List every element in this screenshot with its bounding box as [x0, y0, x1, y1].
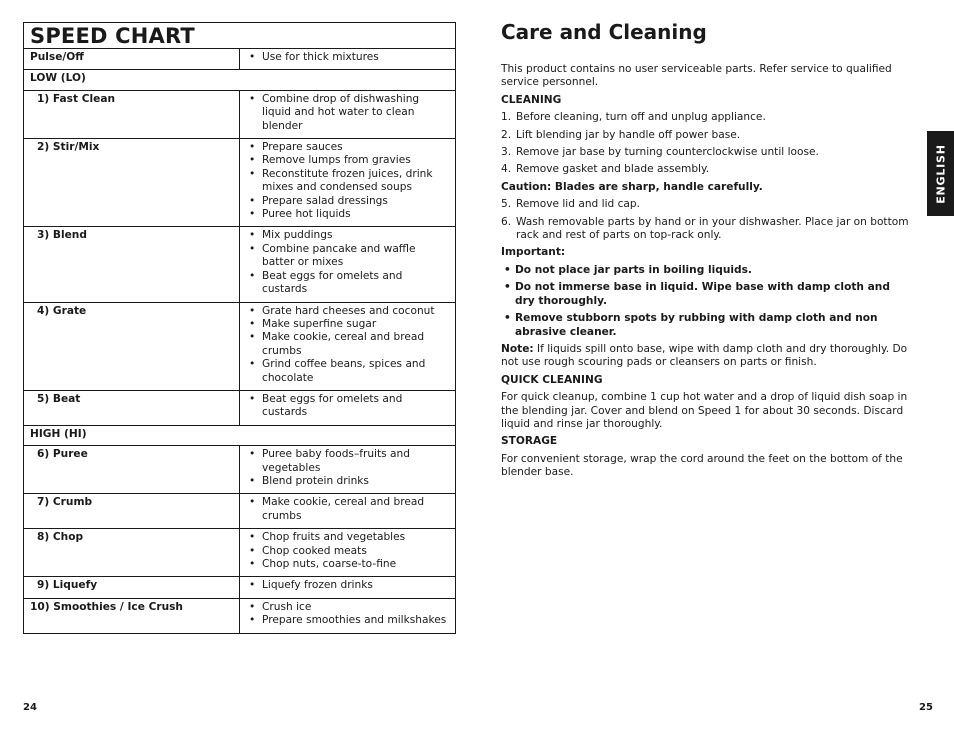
speed-uses-cell	[240, 494, 456, 529]
storage-heading: STORAGE	[501, 435, 558, 448]
speed-label: 2) Stir/Mix	[24, 139, 240, 227]
care-and-cleaning-section	[501, 20, 911, 484]
step-text: Before cleaning, turn off and unplug appliance.	[516, 111, 766, 124]
step-number: 3.	[501, 146, 512, 159]
use-bullet-item	[248, 545, 449, 558]
use-text: Grind coffee beans, spices and chocolate	[262, 358, 426, 384]
cleaning-steps-list-continued	[501, 198, 911, 242]
bullet-icon: •	[249, 614, 256, 627]
step-text: Remove jar base by turning counterclockwise until loose.	[516, 146, 819, 159]
use-text: Liquefy frozen drinks	[262, 579, 373, 592]
speed-label: 4) Grate	[24, 302, 240, 390]
speed-row	[24, 90, 456, 138]
note-label: Note:	[501, 342, 534, 355]
bullet-icon: •	[249, 579, 256, 592]
use-bullet-item	[248, 318, 449, 331]
bullet-icon: •	[249, 544, 256, 557]
use-text: Combine pancake and waffle batter or mixes	[262, 242, 416, 269]
speed-row	[24, 577, 456, 598]
use-bullet-item	[248, 154, 449, 167]
important-text: Do not place jar parts in boiling liquids.	[515, 263, 752, 276]
bullet-icon: •	[504, 312, 511, 325]
use-bullet-item	[248, 305, 449, 318]
step-text: Wash removable parts by hand or in your dishwasher. Place jar on bottom rack and rest of parts on top-rack only.	[516, 215, 909, 242]
bullet-icon: •	[249, 141, 256, 154]
speed-label: 5) Beat	[24, 390, 240, 425]
speed-uses-cell	[240, 139, 456, 227]
note-text: If liquids spill onto base, wipe with damp cloth and dry thoroughly. Do not use rough scouring pads or cleansers on parts or finish.	[501, 342, 908, 369]
care-intro: This product contains no user serviceable parts. Refer service to qualified service personnel.	[501, 63, 892, 89]
step-text: Remove gasket and blade assembly.	[516, 163, 710, 176]
bullet-icon: •	[249, 154, 256, 167]
use-bullet-item	[248, 358, 449, 385]
use-text: Puree hot liquids	[262, 208, 351, 221]
bullet-icon: •	[249, 229, 256, 242]
important-list	[501, 264, 911, 339]
speed-uses-cell	[240, 390, 456, 425]
use-bullet-item	[248, 496, 449, 523]
bullet-icon: •	[249, 392, 256, 405]
cleaning-step	[501, 216, 911, 243]
speed-label: 8) Chop	[24, 529, 240, 577]
use-text: Beat eggs for omelets and custards	[262, 269, 403, 296]
speed-row	[24, 49, 456, 70]
use-bullet-item	[248, 195, 449, 208]
speed-row	[24, 529, 456, 577]
use-bullet-item	[248, 475, 449, 488]
important-item	[501, 264, 911, 277]
use-bullet-item	[248, 579, 449, 592]
high-section-header	[24, 425, 456, 445]
use-text: Beat eggs for omelets and custards	[262, 392, 403, 419]
use-text: Reconstitute frozen juices, drink mixes and condensed soups	[262, 167, 433, 194]
step-number: 6.	[501, 215, 512, 228]
step-number: 5.	[501, 198, 512, 211]
use-bullet-item	[248, 531, 449, 544]
bullet-icon: •	[249, 496, 256, 509]
bullet-icon: •	[504, 281, 511, 294]
use-bullet-item	[248, 331, 449, 358]
speed-uses-cell	[240, 598, 456, 633]
speed-row	[24, 598, 456, 633]
bullet-icon: •	[504, 263, 511, 276]
bullet-icon: •	[249, 474, 256, 487]
use-text: Make cookie, cereal and bread crumbs	[262, 496, 425, 522]
cleaning-step	[501, 111, 911, 124]
use-text: Prepare smoothies and milkshakes	[262, 614, 447, 627]
step-text: Remove lid and lid cap.	[516, 198, 641, 211]
use-bullet-item	[248, 448, 449, 475]
important-item	[501, 312, 911, 339]
language-label: ENGLISH	[934, 143, 947, 204]
use-text: Chop fruits and vegetables	[262, 531, 406, 544]
important-heading: Important:	[501, 246, 566, 259]
bullet-icon: •	[249, 167, 256, 180]
note-paragraph	[501, 343, 911, 370]
use-bullet-item	[248, 93, 449, 133]
use-bullet-item	[248, 168, 449, 195]
use-text: Mix puddings	[262, 229, 333, 242]
use-bullet-item	[248, 601, 449, 614]
cleaning-step	[501, 198, 911, 211]
page-number-left: 24	[23, 702, 37, 713]
low-section-header	[24, 70, 456, 90]
bullet-icon: •	[249, 331, 256, 344]
bullet-icon: •	[249, 194, 256, 207]
high-section-header-label: HIGH (HI)	[24, 425, 456, 445]
use-text: Use for thick mixtures	[262, 51, 379, 63]
bullet-icon: •	[249, 208, 256, 221]
use-bullet-item	[248, 270, 449, 297]
cleaning-step	[501, 163, 911, 176]
low-section-header-label: LOW (LO)	[24, 70, 456, 90]
page-number-right: 25	[919, 702, 933, 713]
important-text: Do not immerse base in liquid. Wipe base with damp cloth and dry thoroughly.	[515, 281, 890, 307]
use-bullet-item	[248, 208, 449, 221]
bullet-icon: •	[249, 242, 256, 255]
bullet-icon: •	[249, 448, 256, 461]
bullet-icon: •	[249, 358, 256, 371]
speed-label: 1) Fast Clean	[24, 90, 240, 138]
speed-uses-cell	[240, 446, 456, 494]
bullet-icon: •	[249, 558, 256, 570]
bullet-icon: •	[249, 531, 256, 544]
caution-text: Caution: Blades are sharp, handle carefully.	[501, 180, 763, 193]
use-text: Grate hard cheeses and coconut	[262, 304, 435, 317]
important-item	[501, 281, 911, 308]
speed-uses-cell	[240, 227, 456, 302]
use-text: Combine drop of dishwashing liquid and hot water to clean blender	[262, 92, 420, 132]
speed-label: 9) Liquefy	[24, 577, 240, 598]
speed-chart-table	[23, 22, 456, 634]
bullet-icon: •	[249, 92, 256, 105]
bullet-icon: •	[249, 317, 256, 330]
important-text: Remove stubborn spots by rubbing with damp cloth and non abrasive cleaner.	[515, 312, 878, 338]
step-text: Lift blending jar by handle off power base.	[516, 128, 741, 141]
step-number: 4.	[501, 163, 512, 176]
use-bullet-item	[248, 614, 449, 627]
use-text: Make cookie, cereal and bread crumbs	[262, 331, 425, 357]
speed-label: 10) Smoothies / Ice Crush	[24, 598, 240, 633]
speed-chart-title: SPEED CHART	[24, 23, 456, 49]
use-text: Remove lumps from gravies	[262, 154, 411, 167]
speed-row	[24, 494, 456, 529]
cleaning-steps-list	[501, 111, 911, 177]
speed-uses-cell	[240, 529, 456, 577]
cleaning-step	[501, 146, 911, 159]
speed-label: 3) Blend	[24, 227, 240, 302]
cleaning-heading: CLEANING	[501, 93, 562, 106]
use-bullet-item	[248, 141, 449, 154]
speed-row	[24, 446, 456, 494]
step-number: 2.	[501, 128, 512, 141]
quick-cleaning-heading: QUICK CLEANING	[501, 373, 603, 386]
use-bullet-item	[248, 51, 449, 64]
use-text: Prepare sauces	[262, 141, 343, 154]
speed-uses-cell	[240, 577, 456, 598]
bullet-icon: •	[249, 269, 256, 282]
use-text: Blend protein drinks	[262, 474, 369, 487]
care-title: Care and Cleaning	[501, 20, 707, 44]
step-number: 1.	[501, 111, 512, 124]
speed-label: 6) Puree	[24, 446, 240, 494]
speed-row	[24, 390, 456, 425]
bullet-icon: •	[249, 600, 256, 613]
speed-row	[24, 302, 456, 390]
bullet-icon: •	[249, 51, 256, 63]
speed-row	[24, 227, 456, 302]
use-bullet-item	[248, 393, 449, 420]
use-text: Make superfine sugar	[262, 317, 377, 330]
language-side-tab	[927, 131, 954, 216]
use-text: Crush ice	[262, 600, 312, 613]
use-text: Puree baby foods–fruits and vegetables	[262, 448, 410, 474]
use-bullet-item	[248, 558, 449, 571]
use-text: Chop cooked meats	[262, 544, 367, 557]
speed-uses-cell	[240, 49, 456, 70]
cleaning-step	[501, 129, 911, 142]
speed-row	[24, 139, 456, 227]
use-text: Prepare salad dressings	[262, 194, 388, 207]
use-bullet-item	[248, 229, 449, 242]
bullet-icon: •	[249, 304, 256, 317]
speed-label: Pulse/Off	[24, 49, 240, 70]
speed-uses-cell	[240, 302, 456, 390]
storage-text: For convenient storage, wrap the cord around the feet on the bottom of the blender base.	[501, 452, 903, 479]
use-bullet-item	[248, 243, 449, 270]
use-text: Chop nuts, coarse-to-fine	[262, 558, 397, 570]
speed-label: 7) Crumb	[24, 494, 240, 529]
quick-cleaning-text: For quick cleanup, combine 1 cup hot water and a drop of liquid dish soap in the blending jar. Cover and blend on Speed 1 for about 30 seconds. Discard liquid and rinse jar thoroughly.	[501, 391, 908, 430]
speed-uses-cell	[240, 90, 456, 138]
